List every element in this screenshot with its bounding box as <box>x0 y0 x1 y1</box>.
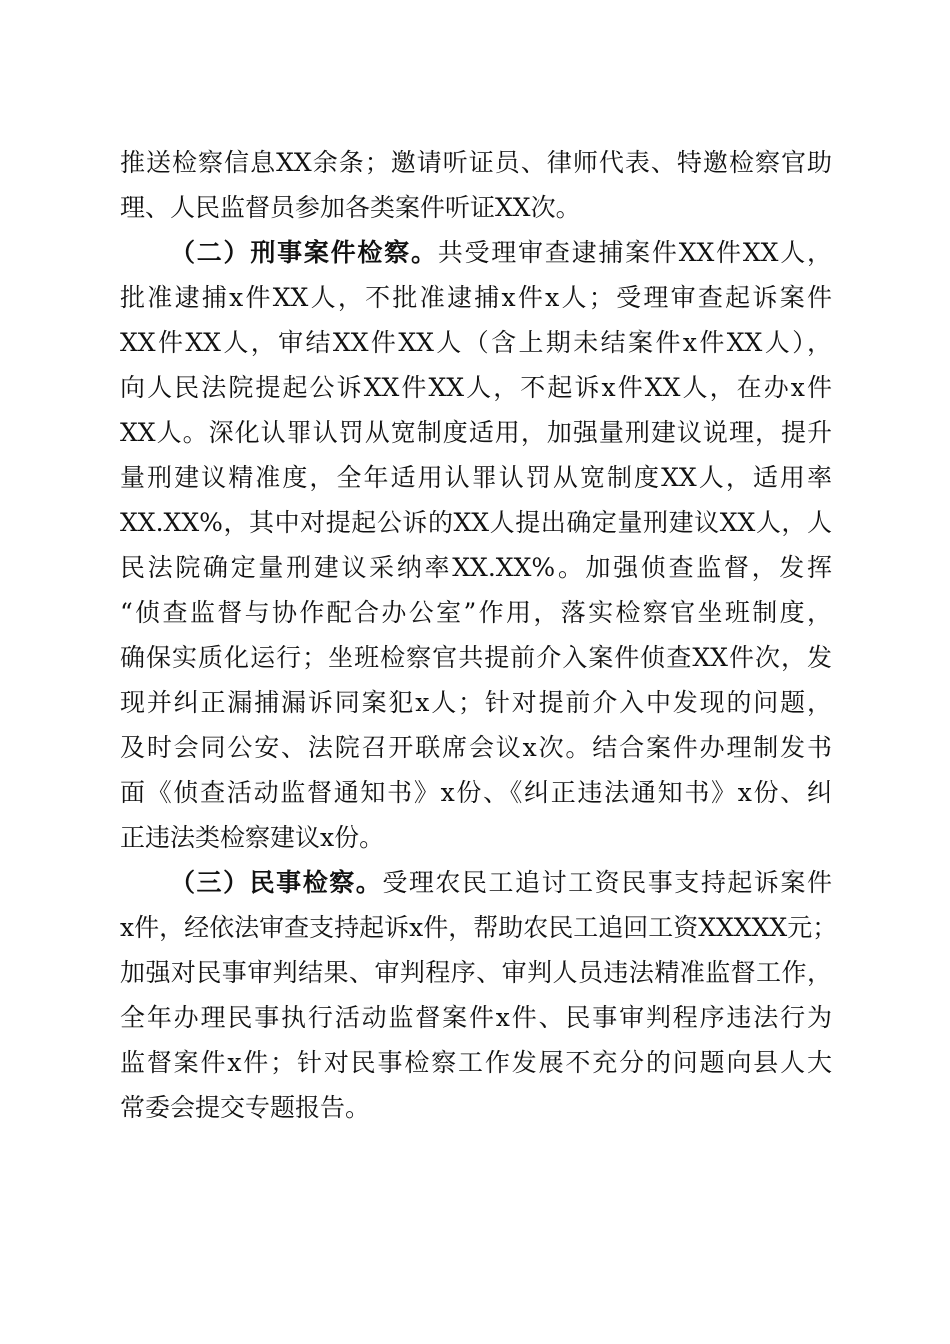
section-heading-civil: （三）民事检察。 <box>170 868 383 897</box>
text-line: 确保实质化运行；坐班检察官共提前介入案件侦查XX件次，发 <box>120 643 832 672</box>
text-line: 现并纠正漏捕漏诉同案犯x人；针对提前介入中发现的问题， <box>120 688 832 717</box>
text-line: 民法院确定量刑建议采纳率XX.XX%。加强侦查监督，发挥 <box>120 553 832 582</box>
text-line <box>120 230 832 275</box>
text-line: x件，经依法审查支持起诉x件，帮助农民工追回工资XXXXX元； <box>120 913 838 942</box>
text-line: XX件XX人，审结XX件XX人（含上期未结案件x件XX人）， <box>120 328 832 357</box>
text-line: 推送检察信息XX余条；邀请听证员、律师代表、特邀检察官助 <box>120 148 832 177</box>
section-heading-criminal: （二）刑事案件检察。 <box>170 238 438 267</box>
document-body <box>120 140 838 1130</box>
text-line: 向人民法院提起公诉XX件XX人，不起诉x件XX人，在办x件 <box>120 373 832 402</box>
paragraph-1 <box>120 140 832 230</box>
text-line: XX.XX%，其中对提起公诉的XX人提出确定量刑建议XX人，人 <box>120 508 832 537</box>
text-line: 及时会同公安、法院召开联席会议x次。结合案件办理制发书 <box>120 733 832 762</box>
text-line: 加强对民事审判结果、审判程序、审判人员违法精准监督工作， <box>120 958 832 987</box>
text-line: 批准逮捕x件XX人，不批准逮捕x件x人；受理审查起诉案件 <box>120 283 832 312</box>
text-line: 量刑建议精准度，全年适用认罪认罚从宽制度XX人，适用率 <box>120 463 832 492</box>
text-line: 理、人民监督员参加各类案件听证XX次。 <box>120 193 581 222</box>
text-line: XX人。深化认罪认罚从宽制度适用，加强量刑建议说理，提升 <box>120 418 832 447</box>
text-line: “侦查监督与协作配合办公室”作用，落实检察官坐班制度， <box>120 598 832 627</box>
text-line: 常委会提交专题报告。 <box>120 1093 371 1122</box>
text-line: 全年办理民事执行活动监督案件x件、民事审判程序违法行为 <box>120 1003 832 1032</box>
text-line: 面《侦查活动监督通知书》x份、《纠正违法通知书》x份、纠 <box>120 778 832 807</box>
text-line-rest: 受理农民工追讨工资民事支持起诉案件 <box>382 868 832 897</box>
text-line <box>120 860 832 905</box>
text-line-rest: 共受理审查逮捕案件XX件XX人， <box>437 238 832 267</box>
paragraph-criminal-cases <box>120 230 832 860</box>
paragraph-civil-cases <box>120 860 838 1130</box>
text-line: 正违法类检察建议x份。 <box>120 823 385 852</box>
text-line: 监督案件x件；针对民事检察工作发展不充分的问题向县人大 <box>120 1048 832 1077</box>
